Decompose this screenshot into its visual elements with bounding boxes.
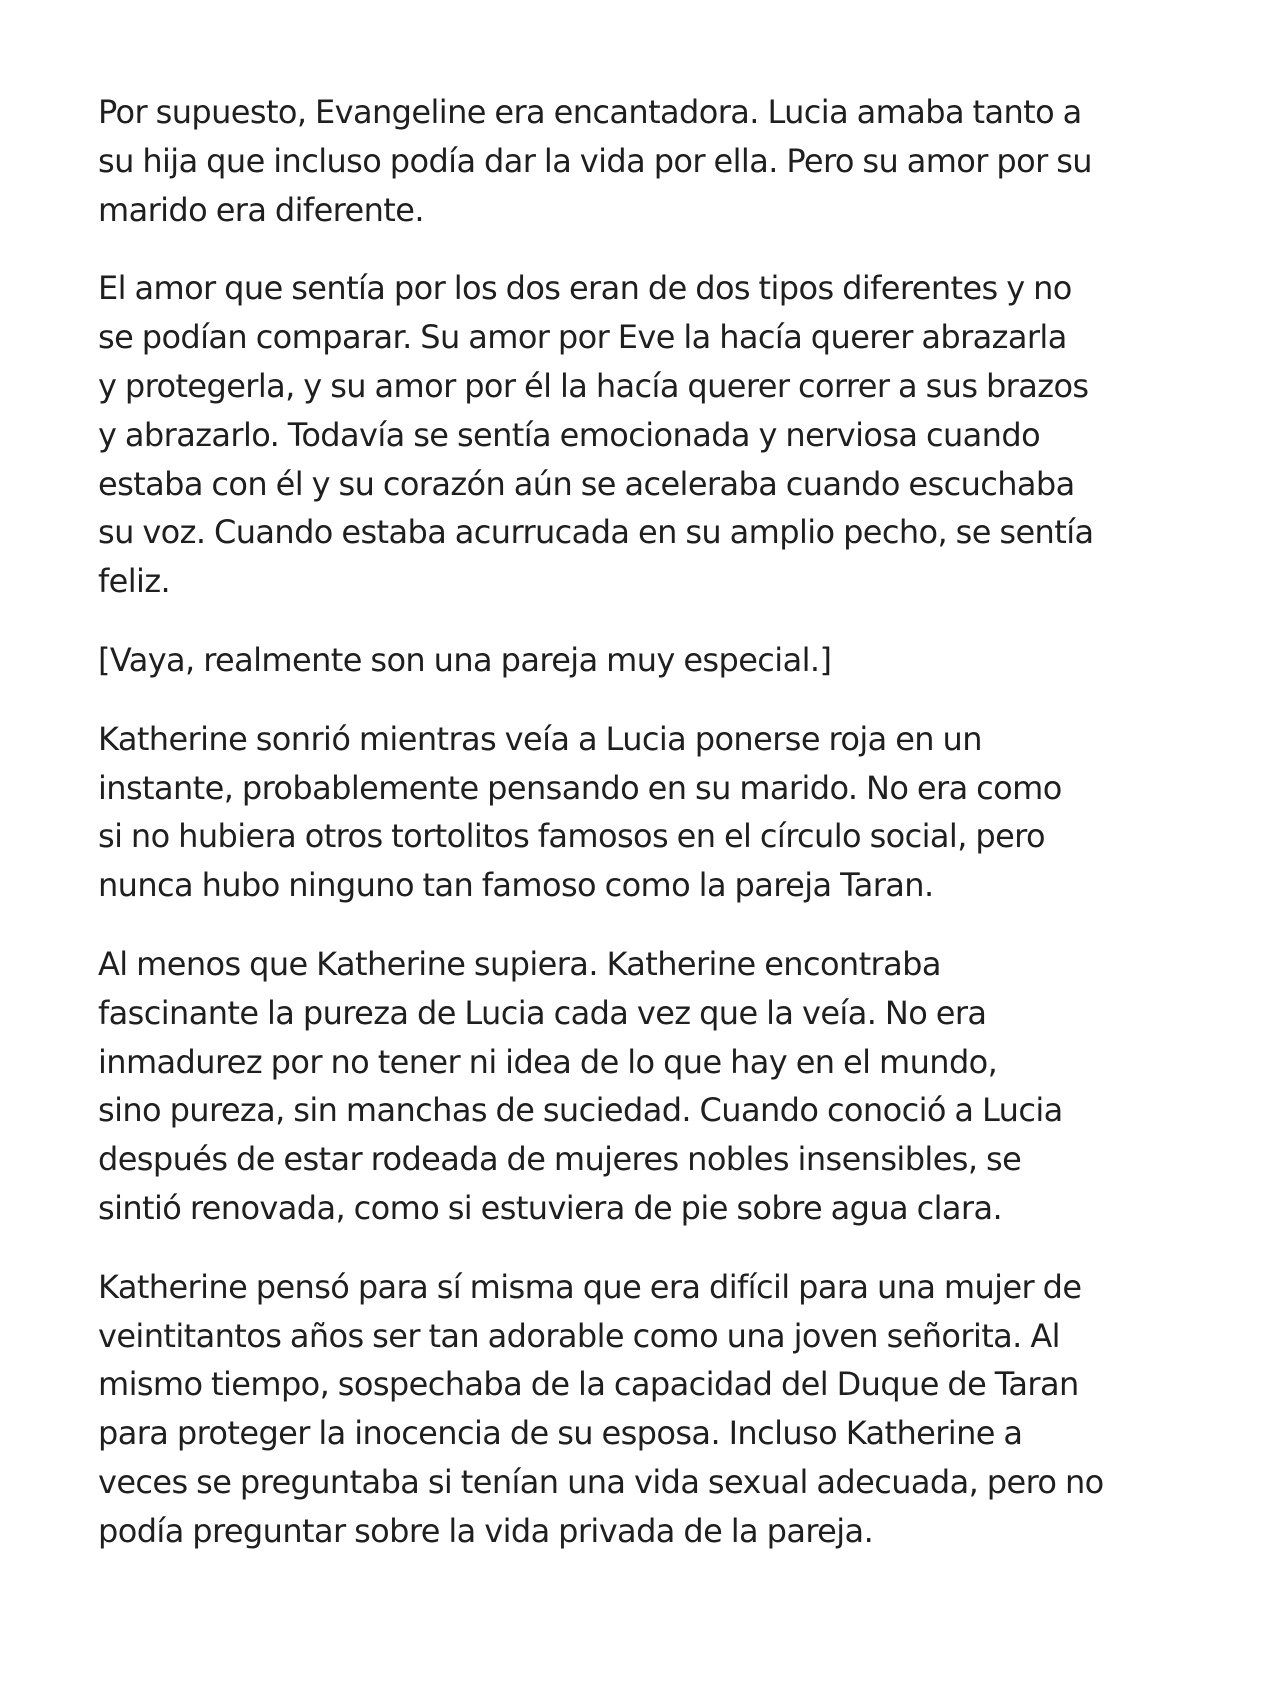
- text-line: El amor que sentía por los dos eran de dos tipos diferentes y no: [98, 269, 1072, 308]
- paragraph-6: [98, 1263, 1104, 1556]
- document-body: [98, 88, 1104, 1586]
- text-line: fascinante la pureza de Lucia cada vez que la veía. No era: [98, 993, 987, 1032]
- text-line: sino pureza, sin manchas de suciedad. Cuando conoció a Lucia: [98, 1091, 1063, 1130]
- text-line: nunca hubo ninguno tan famoso como la pareja Taran.: [98, 866, 934, 905]
- text-line: su hija que incluso podía dar la vida por ella. Pero su amor por su: [98, 141, 1092, 180]
- text-line: si no hubiera otros tortolitos famosos en el círculo social, pero: [98, 817, 1045, 856]
- text-line: después de estar rodeada de mujeres nobles insensibles, se: [98, 1140, 1022, 1179]
- text-line: inmadurez por no tener ni idea de lo que hay en el mundo,: [98, 1042, 998, 1081]
- text-line: sintió renovada, como si estuviera de pie sobre agua clara.: [98, 1188, 1003, 1227]
- text-line: veintitantos años ser tan adorable como una joven señorita. Al: [98, 1316, 1060, 1355]
- text-line: su voz. Cuando estaba acurrucada en su amplio pecho, se sentía: [98, 513, 1094, 552]
- paragraph-2: [98, 264, 1098, 606]
- text-line: Katherine sonrió mientras veía a Lucia ponerse roja en un: [98, 719, 982, 758]
- text-line: veces se preguntaba si tenían una vida sexual adecuada, pero no: [98, 1462, 1104, 1501]
- paragraph-5: [98, 940, 1098, 1233]
- text-line: y abrazarlo. Todavía se sentía emocionada y nerviosa cuando: [98, 415, 1041, 454]
- paragraph-4: [98, 715, 1098, 910]
- text-line: estaba con él y su corazón aún se aceleraba cuando escuchaba: [98, 464, 1075, 503]
- text-line: para proteger la inocencia de su esposa. Incluso Katherine a: [98, 1414, 1023, 1453]
- text-line: feliz.: [98, 562, 171, 601]
- text-line: instante, probablemente pensando en su marido. No era como: [98, 768, 1062, 807]
- text-line: se podían comparar. Su amor por Eve la hacía querer abrazarla: [98, 318, 1067, 357]
- text-line: Al menos que Katherine supiera. Katherine encontraba: [98, 944, 941, 983]
- paragraph-1: [98, 88, 1098, 234]
- text-line: Por supuesto, Evangeline era encantadora. Lucia amaba tanto a: [98, 93, 1082, 131]
- text-line: podía preguntar sobre la vida privada de la pareja.: [98, 1511, 874, 1550]
- text-line: mismo tiempo, sospechaba de la capacidad del Duque de Taran: [98, 1365, 1079, 1404]
- text-line: y protegerla, y su amor por él la hacía querer correr a sus brazos: [98, 366, 1089, 405]
- text-line: marido era diferente.: [98, 190, 424, 229]
- paragraph-3: [98, 636, 1098, 685]
- text-line: Katherine pensó para sí misma que era difícil para una mujer de: [98, 1267, 1082, 1306]
- text-line: [Vaya, realmente son una pareja muy especial.]: [98, 640, 832, 679]
